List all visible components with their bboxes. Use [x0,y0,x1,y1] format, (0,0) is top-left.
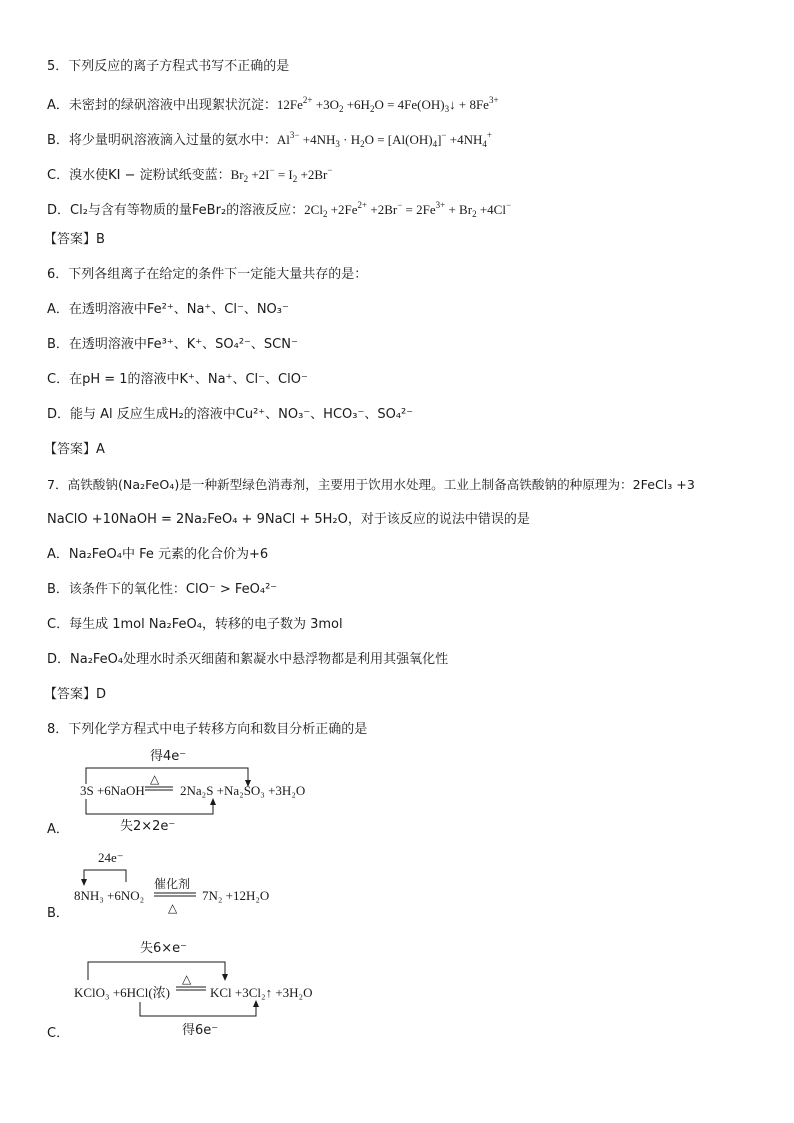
q7-option-d: D．Na₂FeO₄处理水时杀灭细菌和絮凝水中悬浮物都是利用其强氧化性 [47,652,449,667]
q5-answer: 【答案】B [44,232,105,247]
q8-c-top-arrowhead [222,974,228,981]
q7-answer: 【答案】D [44,687,107,702]
q5-option-b-equation: $Al^{3-} +4NH_3 \cdot H_2O = [Al(OH)_4]^- +4NH_4^+$ [276,130,492,149]
q8-option-a-diagram [70,744,330,836]
q5-stem: 5．下列反应的离子方程式书写不正确的是 [47,59,290,74]
q5-option-c [47,161,332,188]
q8-stem: 8．下列化学方程式中电子转移方向和数目分析正确的是 [47,722,368,737]
q8-c-left: KClO₃ +6HCl(浓) [74,985,171,1000]
q8-b-bracket [84,870,126,882]
q5-option-d [47,196,511,223]
q8-a-bottom-bracket [86,799,213,814]
q7-stem-line-1: 7．高铁酸钠(Na₂FeO₄)是一种新型绿色消毒剂，主要用于饮用水处理。工业上制备高铁酸钠的种原理为：2FeCl₃ +3 [47,477,695,492]
q6-option-d: D．能与 Al 反应生成H₂的溶液中Cu²⁺、NO₃⁻、HCO₃⁻、SO₄²⁻ [47,407,414,422]
q8-a-left: 3S +6NaOH [80,783,145,798]
q8-a-right: 2Na₂S +Na₂SO₃ +3H₂O [180,783,306,798]
q8-option-a-letter: A． [47,822,69,837]
q8-b-left: 8NH₃ +6NO₂ [74,888,145,903]
q8-a-heat: △ [150,772,160,786]
q8-a-loss-label: 失2×2e⁻ [120,819,176,834]
q5-option-b-label: B．将少量明矾溶液滴入过量的氨水中： [47,133,277,148]
q7-option-a: A．Na₂FeO₄中 Fe 元素的化合价为+6 [47,547,269,562]
q8-b-arrowhead [81,879,87,886]
q8-b-electron-label: 24e⁻ [98,850,124,865]
q8-c-gain-label: 得6e⁻ [182,1023,219,1038]
q8-a-gain-label: 得4e⁻ [150,749,187,764]
q5-option-c-equation: $Br_2 +2I^- = I_2 +2Br^-$ [230,165,333,184]
q5-option-d-label: D．Cl₂与含有等物质的量FeBr₂的溶液反应： [47,203,305,218]
q8-c-bottom-bracket [140,1002,256,1016]
q7-option-c: C．每生成 1mol Na₂FeO₄，转移的电子数为 3mol [47,617,343,632]
q8-b-heat: △ [168,901,178,915]
q5-option-a-label: A．未密封的绿矾溶液中出现絮状沉淀： [47,98,277,113]
q8-b-right: 7N₂ +12H₂O [202,888,270,903]
q6-answer: 【答案】A [44,442,105,457]
q8-option-b-diagram [70,848,330,918]
q5-option-a [47,91,499,118]
q7-option-b: B．该条件下的氧化性：ClO⁻ > FeO₄²⁻ [47,582,278,597]
q8-b-catalyst: 催化剂 [154,877,191,891]
q7-stem-line-2: NaClO +10NaOH = 2Na₂FeO₄ + 9NaCl + 5H₂O，对于该反应的说法中错误的是 [47,512,530,527]
q8-c-loss-label: 失6×e⁻ [140,941,188,956]
q8-c-right: KCl +3Cl₂↑ +3H₂O [210,985,313,1000]
q8-option-c-diagram [70,936,340,1040]
q8-option-b-letter: B． [47,906,69,921]
q6-option-a: A．在透明溶液中Fe²⁺、Na⁺、Cl⁻、NO₃⁻ [47,302,289,317]
q6-option-c: C．在pH = 1的溶液中K⁺、Na⁺、Cl⁻、ClO⁻ [47,372,308,387]
q6-stem: 6．下列各组离子在给定的条件下一定能大量共存的是： [47,267,368,282]
q8-c-heat: △ [182,972,192,986]
q8-a-top-bracket [86,768,248,784]
q8-c-top-bracket [88,962,225,980]
q8-a-bottom-arrowhead [210,798,216,805]
q5-option-b [47,126,492,153]
q5-option-d-equation: $2Cl_2 +2Fe^{2+} +2Br^- = 2Fe^{3+} + Br_2 +4Cl^-$ [304,200,512,219]
q8-c-bottom-arrowhead [253,1000,259,1007]
q5-option-a-equation: $12Fe^{2+} +3O_2 +6H_2O$ = $4Fe(OH)_3↓ + 8Fe^{3+}$ [276,95,499,114]
q8-option-c-letter: C． [47,1026,70,1041]
q5-option-c-label: C．溴水使KI − 淀粉试纸变蓝： [47,168,231,183]
q6-option-b: B．在透明溶液中Fe³⁺、K⁺、SO₄²⁻、SCN⁻ [47,337,298,352]
